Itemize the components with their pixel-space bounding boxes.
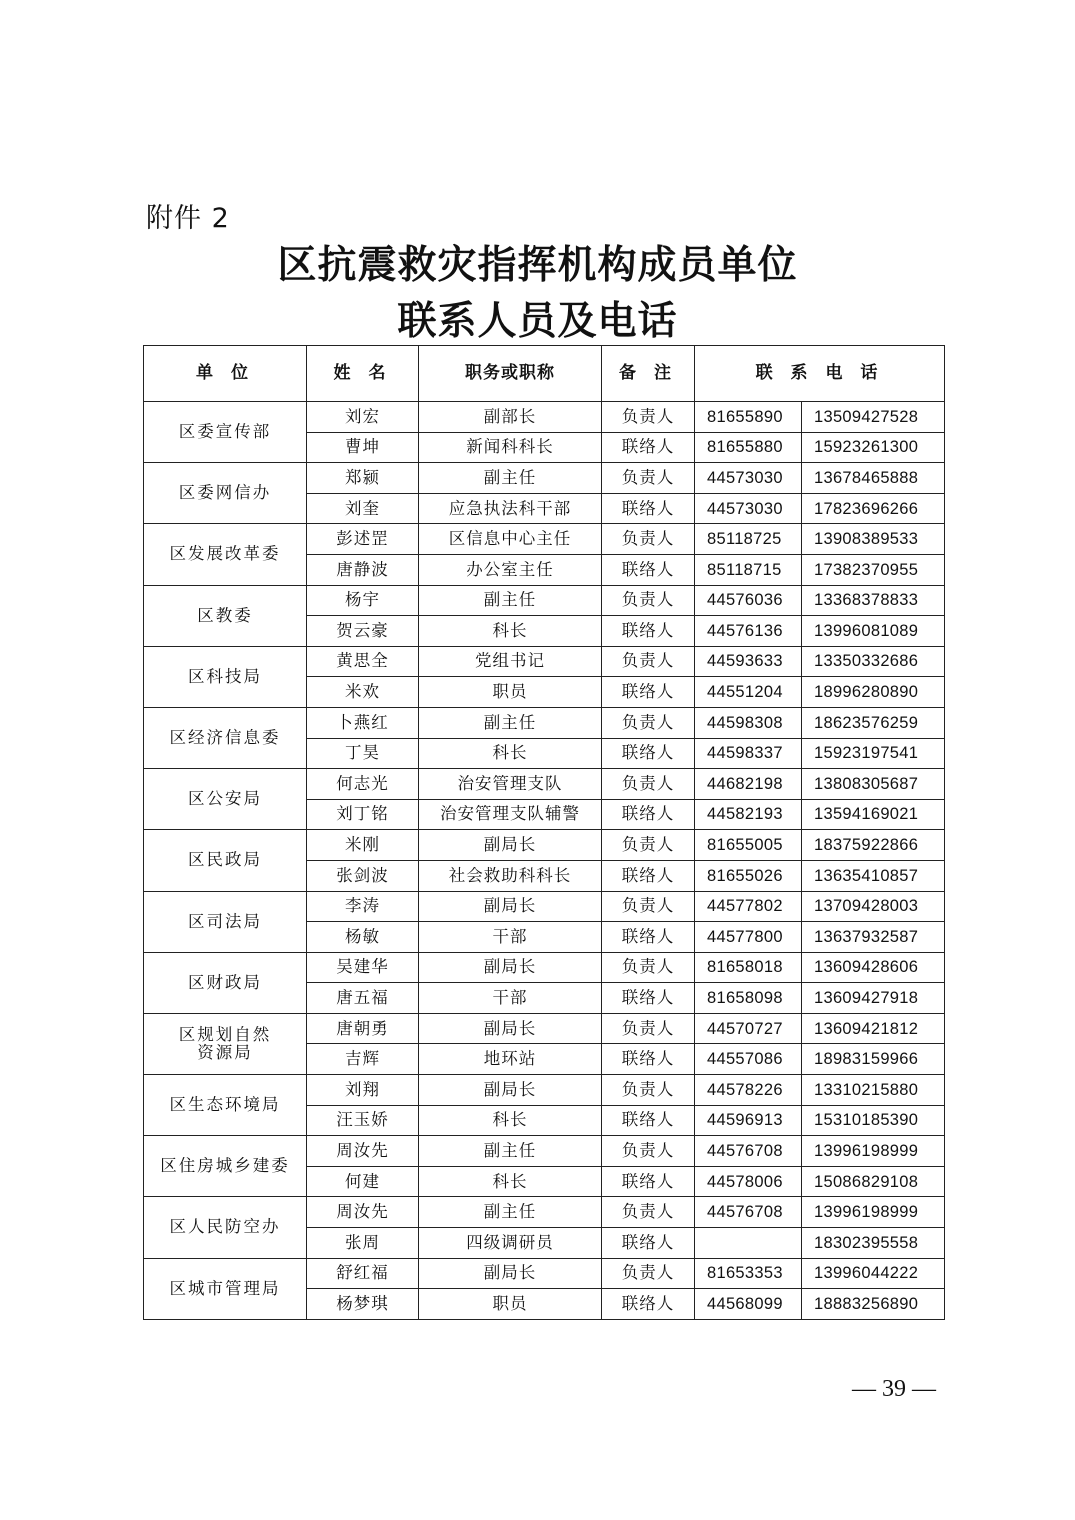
tel-cell: 44573030 bbox=[695, 463, 802, 494]
table-row bbox=[144, 769, 945, 800]
table-row bbox=[144, 585, 945, 616]
mobile-cell: 18983159966 bbox=[802, 1044, 945, 1075]
position-cell: 副主任 bbox=[419, 463, 602, 494]
table-row bbox=[144, 891, 945, 922]
note-cell: 负责人 bbox=[602, 646, 695, 677]
unit-cell: 区发展改革委 bbox=[144, 524, 307, 585]
name-cell: 刘翔 bbox=[307, 1075, 419, 1106]
name-cell: 张周 bbox=[307, 1228, 419, 1259]
tel-cell: 81653353 bbox=[695, 1258, 802, 1289]
table-header-row bbox=[144, 346, 945, 402]
table-row bbox=[144, 707, 945, 738]
table-row bbox=[144, 524, 945, 555]
mobile-cell: 13509427528 bbox=[802, 402, 945, 433]
header-position: 职务或职称 bbox=[419, 346, 602, 402]
tel-cell: 44682198 bbox=[695, 769, 802, 800]
tel-cell: 44593633 bbox=[695, 646, 802, 677]
position-cell: 副主任 bbox=[419, 585, 602, 616]
mobile-cell: 13609428606 bbox=[802, 952, 945, 983]
position-cell: 副局长 bbox=[419, 1013, 602, 1044]
tel-cell bbox=[695, 1228, 802, 1259]
note-cell: 联络人 bbox=[602, 860, 695, 891]
header-phone: 联 系 电 话 bbox=[695, 346, 945, 402]
tel-cell: 81658018 bbox=[695, 952, 802, 983]
position-cell: 副局长 bbox=[419, 952, 602, 983]
note-cell: 联络人 bbox=[602, 1105, 695, 1136]
name-cell: 米欢 bbox=[307, 677, 419, 708]
unit-line: 资源局 bbox=[197, 1042, 253, 1062]
table-row bbox=[144, 1136, 945, 1167]
name-cell: 贺云豪 bbox=[307, 616, 419, 647]
mobile-cell: 18883256890 bbox=[802, 1289, 945, 1320]
name-cell: 郑颍 bbox=[307, 463, 419, 494]
tel-cell: 44598337 bbox=[695, 738, 802, 769]
note-cell: 负责人 bbox=[602, 1075, 695, 1106]
tel-cell: 81658098 bbox=[695, 983, 802, 1014]
note-cell: 联络人 bbox=[602, 983, 695, 1014]
name-cell: 唐静波 bbox=[307, 554, 419, 585]
unit-cell: 区民政局 bbox=[144, 830, 307, 891]
name-cell: 杨敏 bbox=[307, 922, 419, 953]
position-cell: 社会救助科科长 bbox=[419, 860, 602, 891]
name-cell: 杨梦琪 bbox=[307, 1289, 419, 1320]
note-cell: 负责人 bbox=[602, 524, 695, 555]
document-title-line1: 区抗震救灾指挥机构成员单位 bbox=[277, 242, 798, 288]
unit-cell bbox=[144, 1013, 307, 1074]
unit-cell: 区科技局 bbox=[144, 646, 307, 707]
position-cell: 副局长 bbox=[419, 1258, 602, 1289]
note-cell: 联络人 bbox=[602, 432, 695, 463]
note-cell: 负责人 bbox=[602, 463, 695, 494]
mobile-cell: 17382370955 bbox=[802, 554, 945, 585]
mobile-cell: 15923261300 bbox=[802, 432, 945, 463]
mobile-cell: 13678465888 bbox=[802, 463, 945, 494]
position-cell: 应急执法科干部 bbox=[419, 493, 602, 524]
attachment-label: 附件 2 bbox=[146, 203, 230, 234]
name-cell: 曹坤 bbox=[307, 432, 419, 463]
unit-cell: 区委宣传部 bbox=[144, 402, 307, 463]
note-cell: 联络人 bbox=[602, 1289, 695, 1320]
position-cell: 党组书记 bbox=[419, 646, 602, 677]
note-cell: 联络人 bbox=[602, 616, 695, 647]
tel-cell: 85118725 bbox=[695, 524, 802, 555]
name-cell: 丁昊 bbox=[307, 738, 419, 769]
position-cell: 科长 bbox=[419, 616, 602, 647]
document-title-line2: 联系人员及电话 bbox=[397, 298, 678, 344]
name-cell: 周汝先 bbox=[307, 1197, 419, 1228]
mobile-cell: 13609421812 bbox=[802, 1013, 945, 1044]
position-cell: 干部 bbox=[419, 983, 602, 1014]
name-cell: 唐朝勇 bbox=[307, 1013, 419, 1044]
header-unit: 单 位 bbox=[144, 346, 307, 402]
note-cell: 负责人 bbox=[602, 1136, 695, 1167]
page-number: — 39 — bbox=[852, 1376, 936, 1402]
table-row bbox=[144, 1075, 945, 1106]
table-row bbox=[144, 1258, 945, 1289]
note-cell: 负责人 bbox=[602, 1258, 695, 1289]
mobile-cell: 17823696266 bbox=[802, 493, 945, 524]
note-cell: 负责人 bbox=[602, 1013, 695, 1044]
unit-cell: 区经济信息委 bbox=[144, 707, 307, 768]
name-cell: 唐五福 bbox=[307, 983, 419, 1014]
position-cell: 副主任 bbox=[419, 1197, 602, 1228]
note-cell: 负责人 bbox=[602, 830, 695, 861]
tel-cell: 44576136 bbox=[695, 616, 802, 647]
name-cell: 张剑波 bbox=[307, 860, 419, 891]
unit-cell: 区住房城乡建委 bbox=[144, 1136, 307, 1197]
name-cell: 汪玉娇 bbox=[307, 1105, 419, 1136]
table-row bbox=[144, 1197, 945, 1228]
name-cell: 彭述罡 bbox=[307, 524, 419, 555]
note-cell: 负责人 bbox=[602, 952, 695, 983]
position-cell: 职员 bbox=[419, 677, 602, 708]
contact-table bbox=[143, 345, 945, 1320]
tel-cell: 44576036 bbox=[695, 585, 802, 616]
position-cell: 副主任 bbox=[419, 1136, 602, 1167]
unit-line: 区规划自然 bbox=[178, 1024, 272, 1044]
mobile-cell: 13350332686 bbox=[802, 646, 945, 677]
mobile-cell: 15086829108 bbox=[802, 1166, 945, 1197]
position-cell: 治安管理支队辅警 bbox=[419, 799, 602, 830]
note-cell: 负责人 bbox=[602, 402, 695, 433]
position-cell: 新闻科科长 bbox=[419, 432, 602, 463]
mobile-cell: 15923197541 bbox=[802, 738, 945, 769]
position-cell: 副局长 bbox=[419, 830, 602, 861]
tel-cell: 44551204 bbox=[695, 677, 802, 708]
tel-cell: 44596913 bbox=[695, 1105, 802, 1136]
position-cell: 治安管理支队 bbox=[419, 769, 602, 800]
note-cell: 联络人 bbox=[602, 1044, 695, 1075]
name-cell: 杨宇 bbox=[307, 585, 419, 616]
name-cell: 卜燕红 bbox=[307, 707, 419, 738]
position-cell: 四级调研员 bbox=[419, 1228, 602, 1259]
tel-cell: 44570727 bbox=[695, 1013, 802, 1044]
mobile-cell: 18623576259 bbox=[802, 707, 945, 738]
note-cell: 联络人 bbox=[602, 799, 695, 830]
position-cell: 副主任 bbox=[419, 707, 602, 738]
name-cell: 舒红福 bbox=[307, 1258, 419, 1289]
mobile-cell: 15310185390 bbox=[802, 1105, 945, 1136]
note-cell: 负责人 bbox=[602, 585, 695, 616]
mobile-cell: 13709428003 bbox=[802, 891, 945, 922]
note-cell: 联络人 bbox=[602, 677, 695, 708]
table-row bbox=[144, 1013, 945, 1044]
position-cell: 地环站 bbox=[419, 1044, 602, 1075]
mobile-cell: 18302395558 bbox=[802, 1228, 945, 1259]
tel-cell: 44557086 bbox=[695, 1044, 802, 1075]
mobile-cell: 13808305687 bbox=[802, 769, 945, 800]
table-row bbox=[144, 402, 945, 433]
name-cell: 刘丁铭 bbox=[307, 799, 419, 830]
tel-cell: 44576708 bbox=[695, 1136, 802, 1167]
note-cell: 联络人 bbox=[602, 493, 695, 524]
tel-cell: 44577800 bbox=[695, 922, 802, 953]
mobile-cell: 13908389533 bbox=[802, 524, 945, 555]
tel-cell: 44598308 bbox=[695, 707, 802, 738]
note-cell: 负责人 bbox=[602, 769, 695, 800]
position-cell: 办公室主任 bbox=[419, 554, 602, 585]
position-cell: 科长 bbox=[419, 1166, 602, 1197]
note-cell: 负责人 bbox=[602, 891, 695, 922]
table-row bbox=[144, 830, 945, 861]
unit-cell: 区城市管理局 bbox=[144, 1258, 307, 1319]
position-cell: 副部长 bbox=[419, 402, 602, 433]
name-cell: 何建 bbox=[307, 1166, 419, 1197]
mobile-cell: 13996198999 bbox=[802, 1197, 945, 1228]
position-cell: 职员 bbox=[419, 1289, 602, 1320]
mobile-cell: 13996081089 bbox=[802, 616, 945, 647]
unit-cell: 区财政局 bbox=[144, 952, 307, 1013]
name-cell: 李涛 bbox=[307, 891, 419, 922]
tel-cell: 44578226 bbox=[695, 1075, 802, 1106]
mobile-cell: 13996198999 bbox=[802, 1136, 945, 1167]
note-cell: 联络人 bbox=[602, 1166, 695, 1197]
position-cell: 干部 bbox=[419, 922, 602, 953]
tel-cell: 81655880 bbox=[695, 432, 802, 463]
tel-cell: 85118715 bbox=[695, 554, 802, 585]
table-body bbox=[144, 402, 945, 1320]
name-cell: 黄思全 bbox=[307, 646, 419, 677]
tel-cell: 44573030 bbox=[695, 493, 802, 524]
note-cell: 联络人 bbox=[602, 1228, 695, 1259]
header-name: 姓 名 bbox=[307, 346, 419, 402]
tel-cell: 44577802 bbox=[695, 891, 802, 922]
name-cell: 吴建华 bbox=[307, 952, 419, 983]
position-cell: 副局长 bbox=[419, 1075, 602, 1106]
mobile-cell: 13635410857 bbox=[802, 860, 945, 891]
tel-cell: 81655890 bbox=[695, 402, 802, 433]
mobile-cell: 13996044222 bbox=[802, 1258, 945, 1289]
unit-cell: 区生态环境局 bbox=[144, 1075, 307, 1136]
tel-cell: 44568099 bbox=[695, 1289, 802, 1320]
header-note: 备 注 bbox=[602, 346, 695, 402]
name-cell: 吉辉 bbox=[307, 1044, 419, 1075]
tel-cell: 81655005 bbox=[695, 830, 802, 861]
name-cell: 何志光 bbox=[307, 769, 419, 800]
table-row bbox=[144, 646, 945, 677]
position-cell: 科长 bbox=[419, 738, 602, 769]
name-cell: 周汝先 bbox=[307, 1136, 419, 1167]
mobile-cell: 13594169021 bbox=[802, 799, 945, 830]
unit-cell: 区人民防空办 bbox=[144, 1197, 307, 1258]
tel-cell: 44576708 bbox=[695, 1197, 802, 1228]
mobile-cell: 13609427918 bbox=[802, 983, 945, 1014]
name-cell: 米刚 bbox=[307, 830, 419, 861]
note-cell: 联络人 bbox=[602, 922, 695, 953]
unit-cell: 区司法局 bbox=[144, 891, 307, 952]
note-cell: 负责人 bbox=[602, 707, 695, 738]
note-cell: 联络人 bbox=[602, 738, 695, 769]
tel-cell: 44582193 bbox=[695, 799, 802, 830]
position-cell: 副局长 bbox=[419, 891, 602, 922]
table-row bbox=[144, 952, 945, 983]
mobile-cell: 13637932587 bbox=[802, 922, 945, 953]
tel-cell: 44578006 bbox=[695, 1166, 802, 1197]
note-cell: 负责人 bbox=[602, 1197, 695, 1228]
position-cell: 区信息中心主任 bbox=[419, 524, 602, 555]
note-cell: 联络人 bbox=[602, 554, 695, 585]
position-cell: 科长 bbox=[419, 1105, 602, 1136]
mobile-cell: 18375922866 bbox=[802, 830, 945, 861]
unit-cell: 区委网信办 bbox=[144, 463, 307, 524]
unit-cell: 区公安局 bbox=[144, 769, 307, 830]
table-row bbox=[144, 463, 945, 494]
mobile-cell: 13310215880 bbox=[802, 1075, 945, 1106]
unit-cell: 区教委 bbox=[144, 585, 307, 646]
name-cell: 刘宏 bbox=[307, 402, 419, 433]
mobile-cell: 18996280890 bbox=[802, 677, 945, 708]
mobile-cell: 13368378833 bbox=[802, 585, 945, 616]
tel-cell: 81655026 bbox=[695, 860, 802, 891]
name-cell: 刘奎 bbox=[307, 493, 419, 524]
